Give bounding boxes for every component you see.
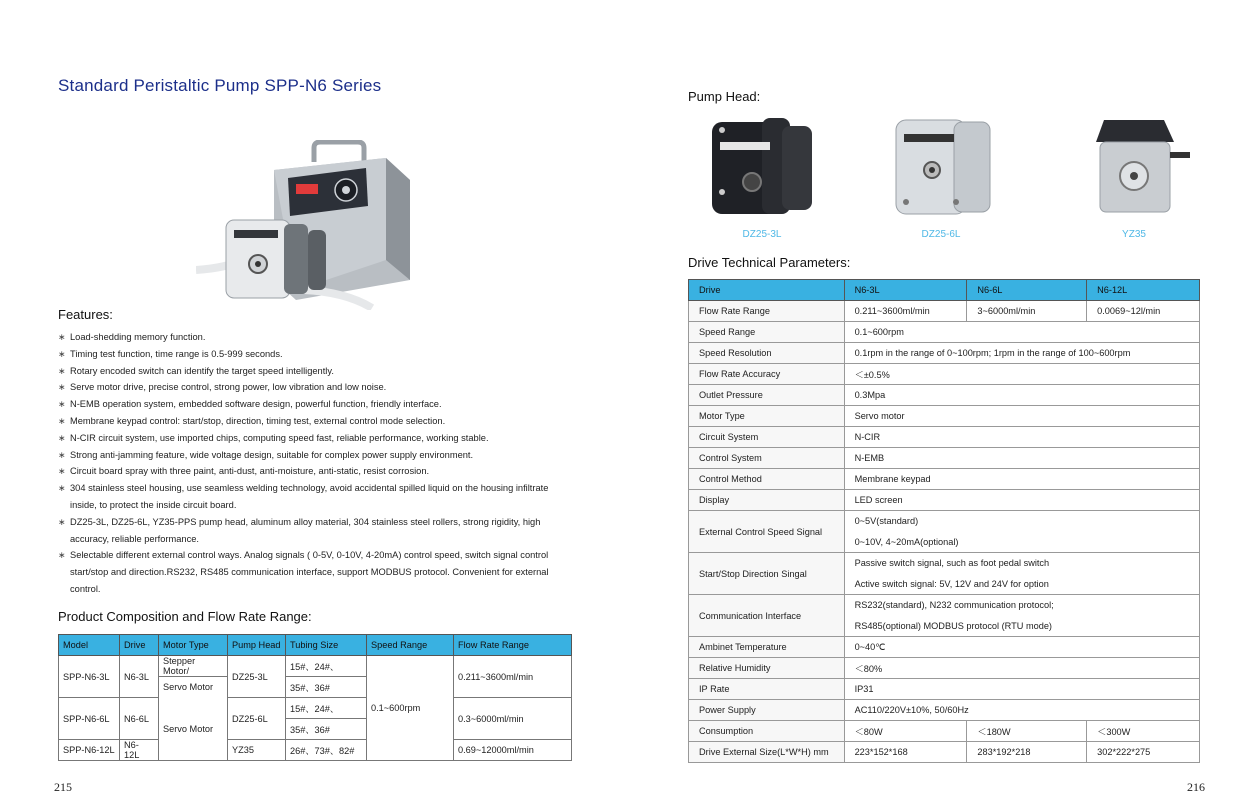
param-value: ＜80% [844, 658, 1199, 679]
page-number: 216 [1187, 780, 1205, 794]
table-header-row [59, 635, 572, 656]
param-value: 3~6000ml/min [967, 301, 1087, 322]
bullet-icon: ∗ [58, 399, 66, 410]
param-value: 0.1~600rpm [844, 322, 1199, 343]
cell-drive: N6-3L [120, 656, 159, 698]
cell-flow: 0.69~12000ml/min [454, 740, 572, 761]
feature-item: ∗ Timing test function, time range is 0.5-999 seconds. [58, 346, 568, 363]
param-value: ＜±0.5% [844, 364, 1199, 385]
pump-head-dz25-6l-image [884, 112, 1004, 222]
feature-item: ∗ Load-shedding memory function. [58, 329, 568, 346]
column-header: N6-3L [844, 280, 967, 301]
table-row [59, 698, 572, 719]
feature-item: ∗ DZ25-3L, DZ25-6L, YZ35-PPS pump head, aluminum alloy material, 304 stainless steel rollers, strong rigidity, high accuracy, reliable performance. [58, 514, 568, 548]
bullet-icon: ∗ [58, 365, 66, 376]
param-label: Speed Range [689, 322, 845, 343]
bullet-icon: ∗ [58, 332, 66, 342]
cell-tubing: 26#、73#、82# [286, 740, 367, 761]
param-value: Membrane keypad [844, 469, 1199, 490]
param-label: Flow Rate Range [689, 301, 845, 322]
bullet-icon: ∗ [58, 466, 66, 477]
pump-head-label: DZ25-3L [742, 229, 782, 240]
param-label: Control Method [689, 469, 845, 490]
cell-tubing: 15#、24#、 [286, 656, 367, 677]
bullet-icon: ∗ [58, 516, 66, 527]
feature-item: ∗ N-CIR circuit system, use imported chips, computing speed fast, reliable performance, working stable. [58, 430, 568, 447]
param-value: 0.211~3600ml/min [844, 301, 967, 322]
param-value: 223*152*168 [844, 742, 967, 763]
drive-parameters-table [688, 279, 1200, 763]
feature-item: ∗ Membrane keypad control: start/stop, direction, timing test, external control mode selection. [58, 413, 568, 430]
bullet-icon: ∗ [58, 449, 66, 460]
composition-heading: Product Composition and Flow Rate Range: [58, 609, 312, 624]
param-label: Start/Stop Direction Singal [689, 553, 845, 595]
param-value: ＜180W [967, 721, 1087, 742]
cell-motor: Servo Motor [159, 677, 228, 698]
cell-head: DZ25-6L [228, 698, 286, 740]
param-value: 0~5V(standard) 0~10V, 4~20mA(optional) [844, 511, 1199, 553]
param-label: Display [689, 490, 845, 511]
table-row [689, 385, 1200, 406]
table-row [689, 343, 1200, 364]
param-value: 302*222*275 [1087, 742, 1200, 763]
param-label: Relative Humidity [689, 658, 845, 679]
feature-item: ∗ 304 stainless steel housing, use seamless welding technology, avoid accidental spilled liquid on the housing infiltrate inside, to protect the inside circuit board. [58, 480, 568, 514]
drive-parameters-heading: Drive Technical Parameters: [688, 255, 851, 270]
bullet-icon: ∗ [58, 415, 66, 426]
table-row [689, 490, 1200, 511]
param-label: Control System [689, 448, 845, 469]
cell-tubing: 35#、36# [286, 719, 367, 740]
param-label: Motor Type [689, 406, 845, 427]
page-title: Standard Peristaltic Pump SPP-N6 Series [58, 76, 382, 95]
param-value: ＜80W [844, 721, 967, 742]
cell-tubing: 15#、24#、 [286, 698, 367, 719]
table-row [689, 406, 1200, 427]
param-value: Passive switch signal, such as foot pedal switch Active switch signal: 5V, 12V and 24V for option [844, 553, 1199, 595]
pump-head-label: YZ35 [1122, 229, 1146, 240]
cell-motor [159, 740, 228, 761]
column-header: Motor Type [159, 635, 228, 656]
column-header: Tubing Size [286, 635, 367, 656]
param-value: IP31 [844, 679, 1199, 700]
feature-item: ∗ Rotary encoded switch can identify the target speed intelligently. [58, 363, 568, 380]
param-label: Consumption [689, 721, 845, 742]
param-label: Ambinet Temperature [689, 637, 845, 658]
pump-head-yz35-image [1074, 112, 1194, 222]
table-header-row [689, 280, 1200, 301]
bullet-icon: ∗ [58, 483, 66, 494]
param-value: AC110/220V±10%, 50/60Hz [844, 700, 1199, 721]
param-label: Outlet Pressure [689, 385, 845, 406]
table-row [689, 742, 1200, 763]
table-row [689, 595, 1200, 637]
cell-model: SPP-N6-12L [59, 740, 120, 761]
features-list [58, 329, 568, 598]
composition-table [58, 634, 572, 761]
table-row [689, 658, 1200, 679]
table-row [689, 637, 1200, 658]
param-label: Drive External Size(L*W*H) mm [689, 742, 845, 763]
feature-item: ∗ Strong anti-jamming feature, wide voltage design, suitable for complex power supply environment. [58, 447, 568, 464]
features-heading: Features: [58, 307, 113, 322]
cell-drive: N6-12L [120, 740, 159, 761]
param-label: Flow Rate Accuracy [689, 364, 845, 385]
cell-model: SPP-N6-6L [59, 698, 120, 740]
cell-flow: 0.3~6000ml/min [454, 698, 572, 740]
column-header: Model [59, 635, 120, 656]
cell-head: YZ35 [228, 740, 286, 761]
bullet-icon: ∗ [58, 432, 66, 443]
table-row [689, 322, 1200, 343]
column-header: Speed Range [367, 635, 454, 656]
column-header: N6-6L [967, 280, 1087, 301]
param-label: Circuit System [689, 427, 845, 448]
cell-motor: Servo Motor [159, 719, 228, 740]
feature-item: ∗ Circuit board spray with three paint, anti-dust, anti-moisture, anti-static, resist corrosion. [58, 463, 568, 480]
pump-head-dz25-3l-image [702, 112, 822, 222]
feature-item: ∗ Selectable different external control ways. Analog signals ( 0-5V, 0-10V, 4-20mA) control speed, switch signal control start/stop and direction.RS232, RS485 communication interface, support MODBUS protocol. Convenient for external control. [58, 547, 568, 597]
cell-tubing: 35#、36# [286, 677, 367, 698]
cell-motor [159, 698, 228, 719]
param-label: Speed Resolution [689, 343, 845, 364]
feature-item: ∗ N-EMB operation system, embedded software design, powerful function, friendly interface. [58, 396, 568, 413]
pump-product-image [196, 140, 416, 310]
param-value: 0.3Mpa [844, 385, 1199, 406]
table-row [689, 721, 1200, 742]
bullet-icon: ∗ [58, 382, 66, 393]
cell-head: DZ25-3L [228, 656, 286, 698]
cell-motor: Stepper Motor/ [159, 656, 228, 677]
param-value: 283*192*218 [967, 742, 1087, 763]
param-value: 0~40℃ [844, 637, 1199, 658]
pump-head-heading: Pump Head: [688, 89, 761, 104]
table-row [689, 301, 1200, 322]
cell-drive: N6-6L [120, 698, 159, 740]
pump-head-label: DZ25-6L [921, 229, 961, 240]
table-row [689, 448, 1200, 469]
column-header: Drive [689, 280, 845, 301]
param-label: Power Supply [689, 700, 845, 721]
table-row [689, 427, 1200, 448]
param-value: 0.1rpm in the range of 0~100rpm; 1rpm in the range of 100~600rpm [844, 343, 1199, 364]
param-value: ＜300W [1087, 721, 1200, 742]
table-row [689, 679, 1200, 700]
param-value: N-CIR [844, 427, 1199, 448]
feature-item: ∗ Serve motor drive, precise control, strong power, low vibration and low noise. [58, 379, 568, 396]
param-value: N-EMB [844, 448, 1199, 469]
cell-flow: 0.211~3600ml/min [454, 656, 572, 698]
table-row [59, 656, 572, 677]
param-label: External Control Speed Signal [689, 511, 845, 553]
cell-model: SPP-N6-3L [59, 656, 120, 698]
param-value: 0.0069~12l/min [1087, 301, 1200, 322]
column-header: N6-12L [1087, 280, 1200, 301]
column-header: Pump Head [228, 635, 286, 656]
table-row [689, 553, 1200, 595]
cell-speed-range: 0.1~600rpm [367, 656, 454, 761]
table-row [689, 511, 1200, 553]
bullet-icon: ∗ [58, 550, 66, 561]
right-page [629, 0, 1258, 800]
column-header: Flow Rate Range [454, 635, 572, 656]
param-value: RS232(standard), N232 communication protocol; RS485(optional) MODBUS protocol (RTU mode) [844, 595, 1199, 637]
param-value: Servo motor [844, 406, 1199, 427]
table-row [689, 364, 1200, 385]
page-number: 215 [54, 780, 72, 794]
column-header: Drive [120, 635, 159, 656]
table-row [689, 469, 1200, 490]
param-label: Communication Interface [689, 595, 845, 637]
param-label: IP Rate [689, 679, 845, 700]
param-value: LED screen [844, 490, 1199, 511]
table-row [689, 700, 1200, 721]
bullet-icon: ∗ [58, 348, 66, 359]
